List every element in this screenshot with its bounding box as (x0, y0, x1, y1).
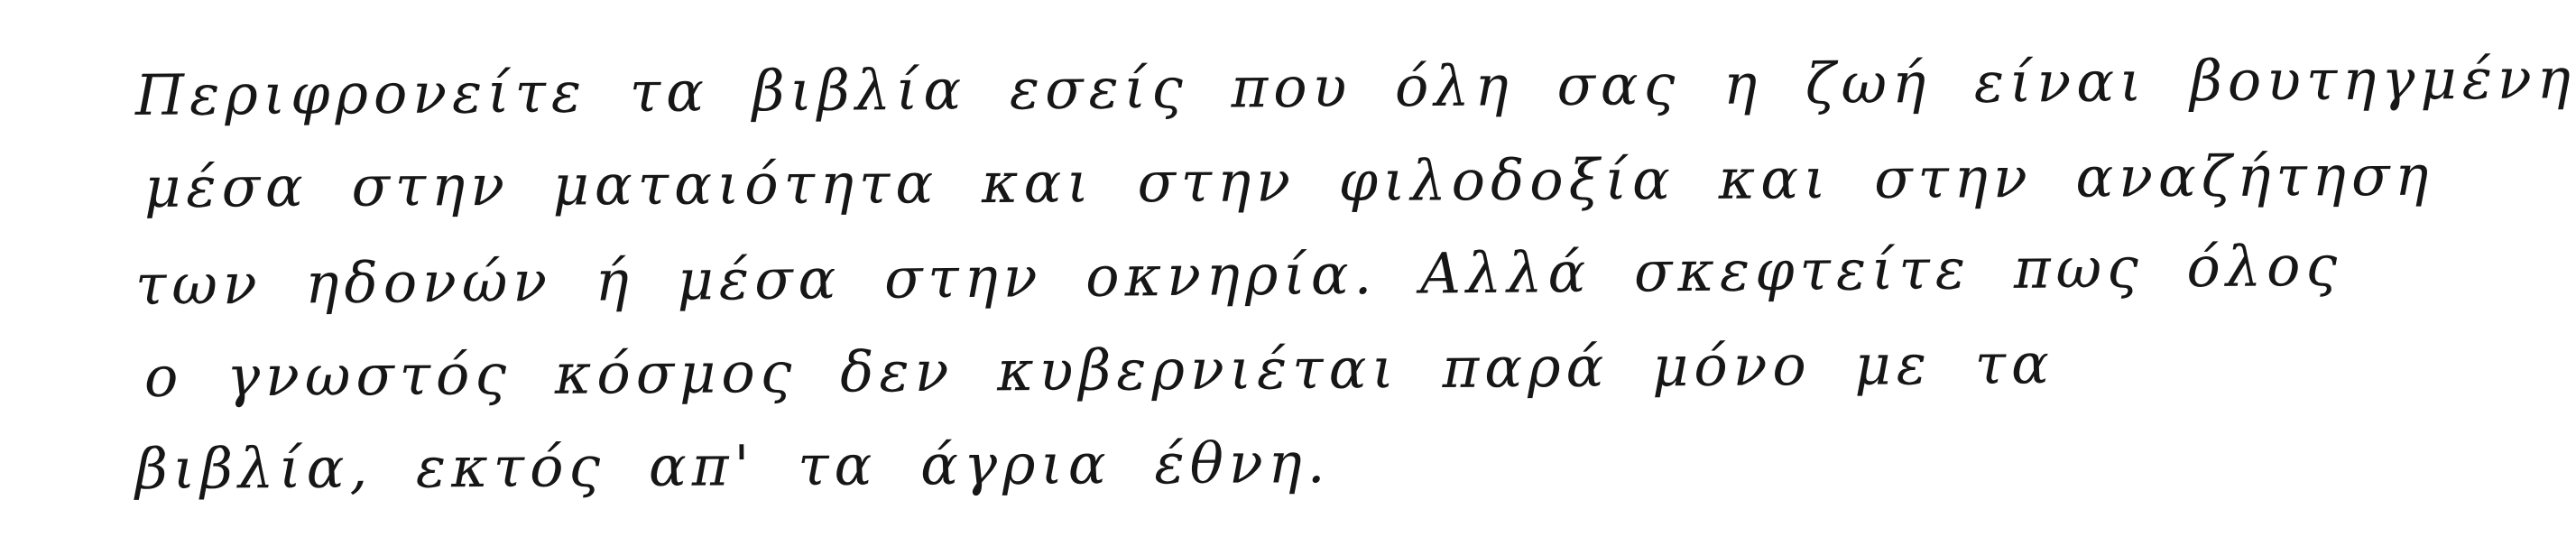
handwritten-line-4: ο γνωστός κόσμος δεν κυβερνιέται παρά μόνο με τα (143, 330, 2055, 410)
handwritten-line-1: Περιφρονείτε τα βιβλία εσείς που όλη σας η ζωή είναι βουτηγμένη (134, 45, 2576, 129)
handwritten-line-3: των ηδονών ή μέσα στην οκνηρία. Αλλά σκεφτείτε πως όλος (134, 232, 2343, 319)
handwritten-text-block (134, 45, 2576, 514)
handwritten-line-2: μέσα στην ματαιότητα και στην φιλοδοξία και στην αναζήτηση (143, 142, 2434, 220)
handwritten-line-5: βιβλία, εκτός απ' τα άγρια έθνη. (134, 430, 1331, 503)
